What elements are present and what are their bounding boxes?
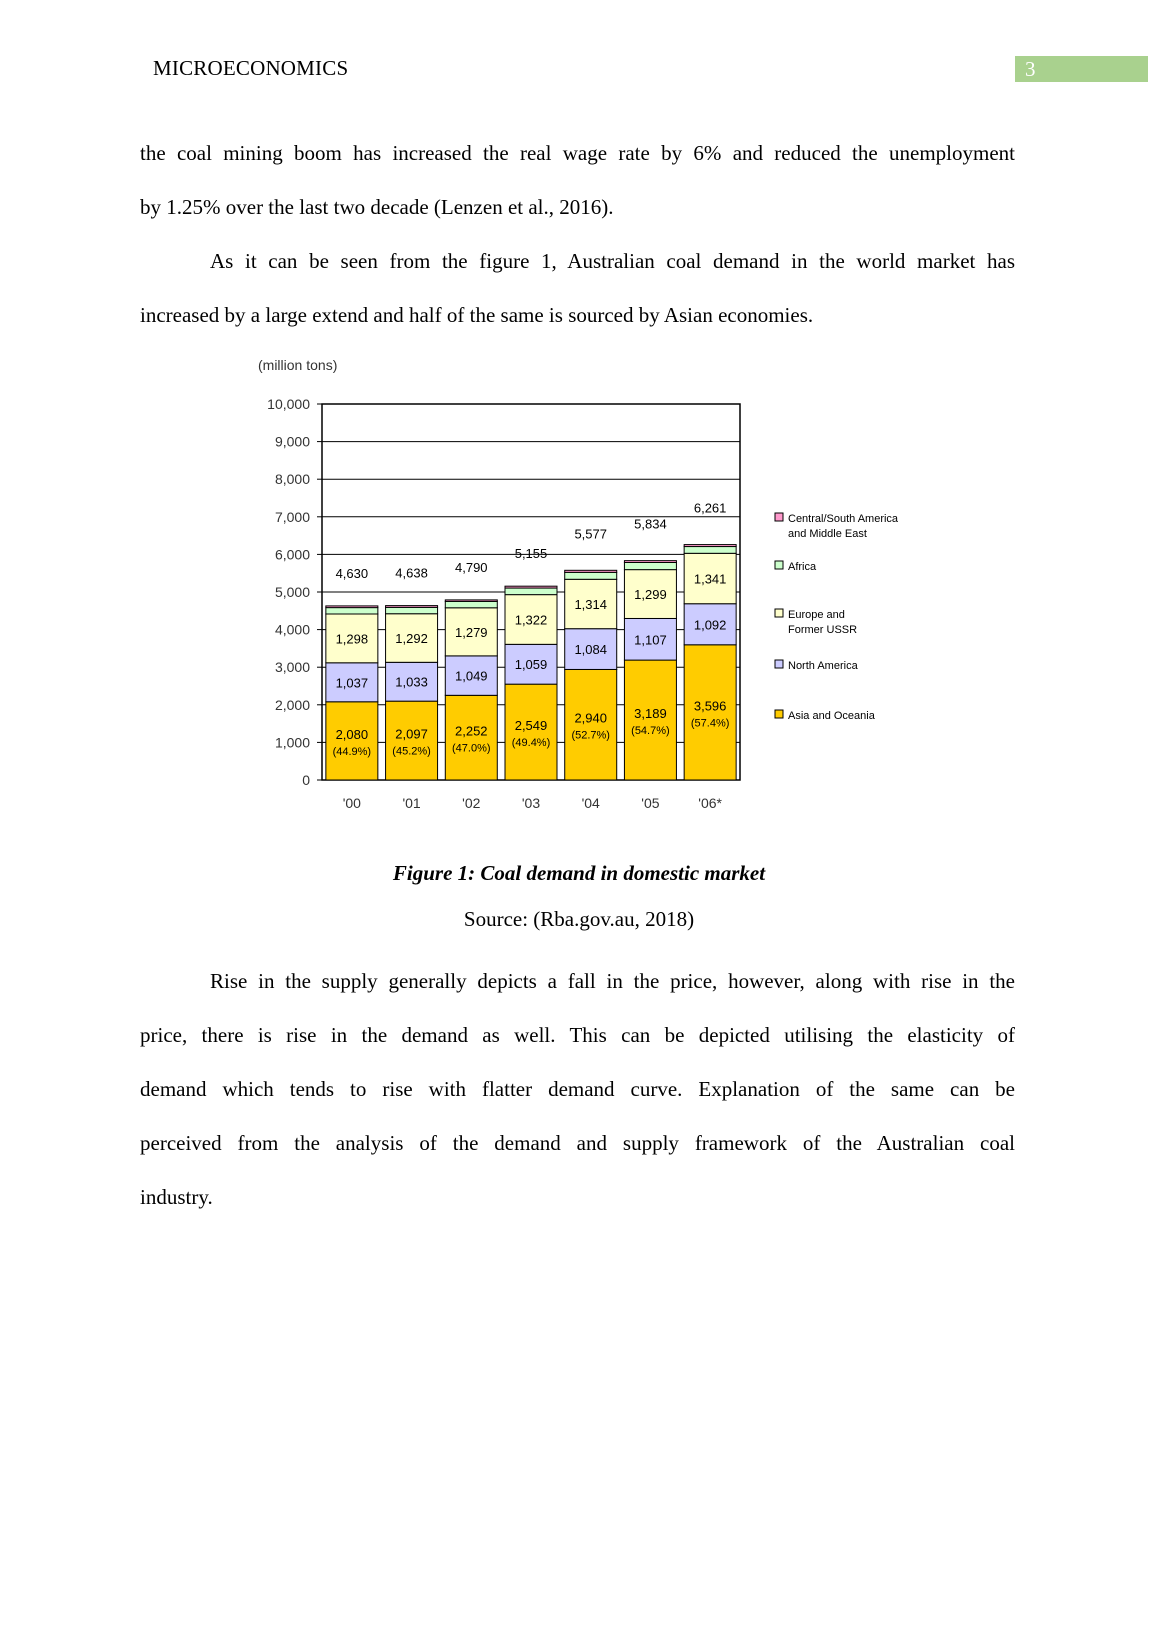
legend-swatch — [775, 710, 783, 718]
running-header: MICROECONOMICS — [153, 56, 349, 80]
y-tick-label: 7,000 — [274, 508, 310, 525]
legend-label: Europe and — [788, 609, 845, 621]
y-tick-label: 0 — [302, 772, 310, 788]
legend-swatch — [775, 513, 783, 521]
page-number: 3 — [1015, 56, 1148, 82]
x-tick-label: '01 — [402, 795, 421, 811]
paragraph-line: the coal mining boom has increased the real wage rate by 6% and reduced the unemployment — [140, 141, 1015, 165]
paragraph-line: by 1.25% over the last two decade (Lenzen et al., 2016). — [140, 195, 614, 219]
data-label: 2,080 — [335, 726, 369, 742]
data-label: 1,322 — [514, 612, 548, 628]
data-label: 2,252 — [455, 723, 488, 739]
paragraph-1 — [140, 126, 1015, 234]
data-label: 1,049 — [455, 668, 488, 684]
bar-segment — [326, 608, 378, 614]
data-label: 2,097 — [395, 726, 428, 742]
unit-label: (million tons) — [258, 357, 338, 373]
x-tick-label: '05 — [641, 795, 660, 811]
bar-segment — [326, 606, 378, 608]
total-label: 4,630 — [335, 565, 369, 581]
paragraph-line: Rise in the supply generally depicts a fall in the price, however, along with rise in the — [210, 969, 1015, 993]
y-tick-label: 2,000 — [274, 696, 310, 713]
bar-segment — [624, 562, 676, 569]
y-tick-label: 6,000 — [274, 546, 310, 563]
legend-label: Central/South America — [788, 513, 899, 525]
bar-segment — [565, 570, 617, 572]
legend-label: Africa — [788, 561, 817, 573]
x-tick-label: '06* — [698, 795, 722, 811]
legend-swatch — [775, 561, 783, 569]
total-label: 4,790 — [455, 559, 488, 575]
total-label: 4,638 — [395, 565, 428, 581]
paragraph-3 — [140, 954, 1015, 1224]
data-label: 1,314 — [574, 596, 607, 612]
bar-segment — [624, 561, 676, 563]
figure-source: Source: (Rba.gov.au, 2018) — [463, 907, 695, 931]
total-label: 5,155 — [514, 546, 548, 562]
y-tick-label: 1,000 — [274, 734, 310, 751]
bar-segment — [505, 586, 557, 588]
paragraph-line: price, there is rise in the demand as well. This can be depicted utilising the elasticity of — [140, 1023, 1015, 1047]
data-label: 3,596 — [693, 698, 727, 714]
y-tick-label: 8,000 — [274, 471, 310, 488]
data-label: 2,549 — [514, 718, 548, 734]
data-label: 1,299 — [634, 587, 667, 603]
y-tick-label: 9,000 — [274, 433, 310, 450]
legend-swatch — [775, 609, 783, 617]
bar-segment — [386, 607, 438, 613]
bar-segment — [684, 545, 736, 547]
paragraph-line: perceived from the analysis of the demand and supply framework of the Australian coal — [140, 1131, 1015, 1155]
y-tick-label: 5,000 — [274, 584, 310, 600]
paragraph-2 — [140, 234, 1015, 342]
data-label: 1,092 — [693, 617, 727, 633]
paragraph-line: As it can be seen from the figure 1, Australian coal demand in the world market has — [210, 249, 1015, 273]
share-label: (44.9%) — [332, 745, 372, 758]
bar-segment — [445, 601, 497, 607]
share-label: (52.7%) — [571, 729, 610, 742]
data-label: 1,279 — [455, 624, 488, 640]
x-tick-label: '03 — [521, 795, 541, 811]
bar-segment — [684, 547, 736, 554]
total-label: 5,577 — [574, 526, 607, 542]
bar-segment — [445, 600, 497, 602]
data-label: 1,033 — [395, 674, 428, 690]
legend-label: and Middle East — [788, 528, 867, 540]
bar-segment — [386, 606, 438, 608]
paragraph-line: industry. — [140, 1185, 213, 1209]
data-label: 1,037 — [335, 675, 369, 691]
coal-demand-chart — [250, 352, 930, 842]
legend-swatch — [775, 660, 783, 668]
data-label: 1,059 — [514, 657, 548, 673]
bar-segment — [565, 572, 617, 579]
share-label: (45.2%) — [392, 745, 431, 758]
data-label: 1,341 — [693, 571, 727, 587]
bar-segment — [505, 588, 557, 595]
share-label: (57.4%) — [690, 717, 730, 730]
legend-label: Asia and Oceania — [788, 710, 875, 722]
total-label: 5,834 — [634, 516, 667, 532]
share-label: (54.7%) — [631, 725, 670, 738]
data-label: 1,298 — [335, 631, 369, 647]
x-tick-label: '02 — [462, 795, 481, 811]
x-tick-label: '04 — [581, 795, 600, 811]
figure-caption: Figure 1: Coal demand in domestic market — [392, 861, 766, 885]
y-tick-label: 4,000 — [274, 621, 310, 638]
y-tick-label: 3,000 — [274, 659, 310, 676]
data-label: 1,084 — [574, 642, 607, 658]
paragraph-line: demand which tends to rise with flatter demand curve. Explanation of the same can be — [140, 1077, 1015, 1101]
total-label: 6,261 — [693, 500, 727, 516]
y-tick-label: 10,000 — [267, 396, 310, 412]
paragraph-line: increased by a large extend and half of the same is sourced by Asian economies. — [140, 303, 814, 327]
legend-label: Former USSR — [788, 624, 858, 636]
data-label: 3,189 — [634, 706, 667, 722]
data-label: 1,292 — [395, 631, 428, 647]
data-label: 2,940 — [574, 710, 607, 726]
x-tick-label: '00 — [342, 795, 361, 811]
share-label: (47.0%) — [452, 742, 491, 755]
share-label: (49.4%) — [511, 737, 551, 750]
legend-label: North America — [788, 660, 858, 672]
data-label: 1,107 — [634, 632, 667, 648]
